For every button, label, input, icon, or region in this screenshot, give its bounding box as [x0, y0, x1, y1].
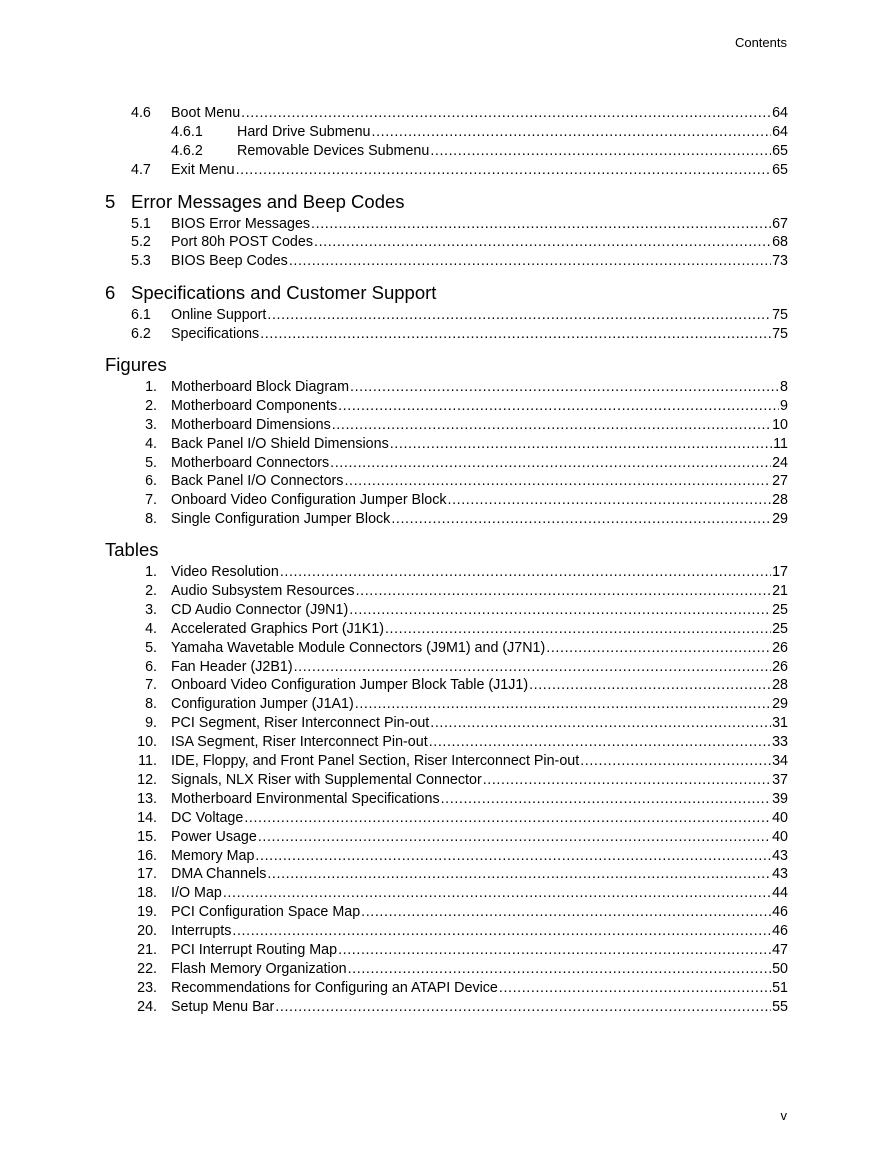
figure-entry — [105, 491, 788, 510]
entry-number: 23. — [137, 979, 157, 996]
entry-page-number: 34 — [772, 753, 788, 770]
entry-title: BIOS Beep Codes — [171, 253, 288, 270]
entry-number: 7. — [145, 677, 157, 694]
table-entry — [105, 865, 788, 884]
entry-number: 10. — [137, 734, 157, 751]
entry-number: 6.2 — [131, 326, 151, 343]
entry-page-number: 28 — [772, 677, 788, 694]
entry-number: 5. — [145, 639, 157, 656]
entry-page-number: 24 — [772, 454, 788, 471]
table-entry — [105, 714, 788, 733]
dot-leader — [355, 695, 771, 714]
entry-page-number: 9 — [780, 397, 788, 414]
entry-number: 24. — [137, 998, 157, 1015]
entry-page-number: 64 — [772, 123, 788, 140]
entry-page-number: 51 — [772, 979, 788, 996]
entry-page-number: 26 — [772, 658, 788, 675]
entry-page-number: 37 — [772, 771, 788, 788]
entry-title: Removable Devices Submenu — [237, 142, 430, 159]
entry-number: 14. — [137, 809, 157, 826]
entry-title: Motherboard Components — [171, 397, 338, 414]
entry-number: 4. — [145, 435, 157, 452]
table-entry — [105, 790, 788, 809]
figures-heading: Figures — [105, 354, 167, 376]
table-entry — [105, 828, 788, 847]
toc-entry — [105, 161, 788, 180]
entry-title: IDE, Floppy, and Front Panel Section, Riser Interconnect Pin-out — [171, 753, 580, 770]
dot-leader — [338, 941, 771, 960]
table-entry — [105, 771, 788, 790]
entry-page-number: 28 — [772, 492, 788, 509]
entry-title: Motherboard Dimensions — [171, 416, 331, 433]
entry-number: 22. — [137, 960, 157, 977]
entry-page-number: 65 — [772, 142, 788, 159]
list-of-figures — [105, 378, 788, 529]
page-number: v — [780, 1108, 787, 1123]
table-of-contents — [105, 104, 788, 1017]
entry-title: PCI Configuration Space Map — [171, 904, 361, 921]
table-entry — [105, 563, 788, 582]
entry-page-number: 21 — [772, 583, 788, 600]
dot-leader — [499, 979, 771, 998]
entry-number: 3. — [145, 601, 157, 618]
dot-leader — [580, 752, 771, 771]
entry-number: 5.3 — [131, 253, 151, 270]
entry-number: 2. — [145, 583, 157, 600]
dot-leader — [311, 215, 771, 234]
dot-leader — [223, 884, 771, 903]
toc-entry — [105, 306, 788, 325]
dot-leader — [314, 233, 771, 252]
entry-title: CD Audio Connector (J9N1) — [171, 601, 349, 618]
entry-number: 5.2 — [131, 234, 151, 251]
entry-title: Onboard Video Configuration Jumper Block — [171, 492, 447, 509]
table-entry — [105, 884, 788, 903]
entry-number: 11. — [138, 753, 157, 770]
entry-number: 21. — [137, 941, 157, 958]
entry-number: 4.6.1 — [171, 123, 203, 140]
figure-entry — [105, 416, 788, 435]
table-entry — [105, 903, 788, 922]
dot-leader — [349, 601, 771, 620]
entry-number: 18. — [137, 885, 157, 902]
entry-title: ISA Segment, Riser Interconnect Pin-out — [171, 734, 428, 751]
entry-title: PCI Segment, Riser Interconnect Pin-out — [171, 715, 430, 732]
entry-page-number: 29 — [772, 511, 788, 528]
entry-page-number: 46 — [772, 904, 788, 921]
dot-leader — [267, 865, 771, 884]
entry-title: Video Resolution — [171, 564, 279, 581]
entry-number: 5. — [145, 454, 157, 471]
table-entry — [105, 658, 788, 677]
entry-title: I/O Map — [171, 885, 222, 902]
entry-page-number: 75 — [772, 326, 788, 343]
entry-number: 15. — [137, 828, 157, 845]
table-entry — [105, 809, 788, 828]
entry-page-number: 44 — [772, 885, 788, 902]
chapter-heading — [105, 281, 788, 305]
table-entry — [105, 847, 788, 866]
entry-page-number: 47 — [772, 941, 788, 958]
entry-number: 17. — [137, 866, 157, 883]
entry-title: Boot Menu — [171, 105, 241, 121]
entry-page-number: 31 — [772, 715, 788, 732]
toc-entry — [105, 325, 788, 344]
entry-title: Specifications — [171, 326, 260, 343]
entry-number: 6. — [145, 658, 157, 675]
dot-leader — [350, 378, 779, 397]
entry-title: Online Support — [171, 307, 267, 324]
entry-title: Yamaha Wavetable Module Connectors (J9M1) and (J7N1) — [171, 639, 546, 656]
entry-page-number: 25 — [772, 620, 788, 637]
table-entry — [105, 922, 788, 941]
entry-title: Interrupts — [171, 923, 232, 940]
entry-number: 5.1 — [131, 215, 151, 232]
dot-leader — [236, 161, 772, 180]
table-entry — [105, 998, 788, 1017]
dot-leader — [255, 847, 771, 866]
entry-title: BIOS Error Messages — [171, 215, 311, 232]
dot-leader — [529, 676, 771, 695]
table-entry — [105, 620, 788, 639]
dot-leader — [244, 809, 771, 828]
entry-title: Flash Memory Organization — [171, 960, 347, 977]
entry-number: 1. — [145, 379, 157, 396]
dot-leader — [448, 491, 772, 510]
entry-number: 4.6 — [131, 105, 151, 121]
dot-leader — [280, 563, 771, 582]
entry-title: Power Usage — [171, 828, 257, 845]
entry-title: Hard Drive Submenu — [237, 123, 371, 140]
figure-entry — [105, 397, 788, 416]
entry-number: 3. — [145, 416, 157, 433]
figure-entry — [105, 510, 788, 529]
entry-number: 13. — [137, 790, 157, 807]
chapter-number: 6 — [105, 282, 116, 304]
table-entry — [105, 639, 788, 658]
list-of-tables — [105, 563, 788, 1016]
entry-page-number: 73 — [772, 253, 788, 270]
dot-leader — [430, 714, 771, 733]
toc-chapters — [105, 190, 788, 344]
dot-leader — [430, 142, 771, 161]
toc-entry — [105, 252, 788, 271]
table-entry — [105, 733, 788, 752]
toc-entry — [105, 123, 788, 142]
entry-number: 4.6.2 — [171, 142, 203, 159]
dot-leader — [483, 771, 771, 790]
entry-title: Single Configuration Jumper Block — [171, 511, 391, 528]
entry-page-number: 26 — [772, 639, 788, 656]
dot-leader — [294, 658, 772, 677]
toc-entry — [105, 142, 788, 161]
entry-page-number: 55 — [772, 998, 788, 1015]
entry-title: Audio Subsystem Resources — [171, 583, 355, 600]
table-entry — [105, 960, 788, 979]
table-entry — [105, 752, 788, 771]
entry-page-number: 46 — [772, 923, 788, 940]
entry-title: Motherboard Environmental Specifications — [171, 790, 440, 807]
dot-leader — [391, 510, 771, 529]
entry-title: Signals, NLX Riser with Supplemental Connector — [171, 771, 482, 788]
dot-leader — [260, 325, 771, 344]
table-entry — [105, 979, 788, 998]
dot-leader — [258, 828, 771, 847]
tables-heading: Tables — [105, 539, 159, 561]
entry-title: DMA Channels — [171, 866, 267, 883]
entry-page-number: 33 — [772, 734, 788, 751]
chapter-number: 5 — [105, 190, 116, 212]
entry-title: DC Voltage — [171, 809, 244, 826]
entry-page-number: 67 — [772, 215, 788, 232]
dot-leader — [348, 960, 771, 979]
dot-leader — [289, 252, 771, 271]
entry-page-number: 27 — [772, 473, 788, 490]
entry-number: 1. — [145, 564, 157, 581]
figure-entry — [105, 435, 788, 454]
dot-leader — [356, 582, 772, 601]
entry-title: Back Panel I/O Connectors — [171, 473, 344, 490]
entry-number: 6.1 — [131, 307, 151, 324]
entry-number: 4.7 — [131, 161, 151, 178]
dot-leader — [372, 123, 772, 142]
table-entry — [105, 941, 788, 960]
entry-title: PCI Interrupt Routing Map — [171, 941, 338, 958]
toc-entry — [105, 233, 788, 252]
entry-page-number: 11 — [773, 435, 788, 452]
dot-leader — [275, 998, 771, 1017]
entry-number: 6. — [145, 473, 157, 490]
entry-title: Configuration Jumper (J1A1) — [171, 696, 354, 713]
entry-number: 16. — [137, 847, 157, 864]
entry-number: 2. — [145, 397, 157, 414]
dot-leader — [390, 435, 772, 454]
dot-leader — [546, 639, 771, 658]
dot-leader — [267, 306, 771, 325]
entry-page-number: 43 — [772, 847, 788, 864]
dot-leader — [441, 790, 771, 809]
entry-page-number: 25 — [772, 601, 788, 618]
entry-title: Exit Menu — [171, 161, 235, 178]
dot-leader — [385, 620, 771, 639]
table-entry — [105, 601, 788, 620]
dot-leader — [361, 903, 771, 922]
figure-entry — [105, 472, 788, 491]
toc-entry — [105, 104, 788, 123]
dot-leader — [429, 733, 771, 752]
entry-title: Recommendations for Configuring an ATAPI Device — [171, 979, 498, 996]
table-entry — [105, 676, 788, 695]
dot-leader — [241, 104, 771, 123]
chapter-title: Error Messages and Beep Codes — [131, 190, 405, 212]
entry-title: Back Panel I/O Shield Dimensions — [171, 435, 389, 452]
dot-leader — [330, 454, 771, 473]
entry-page-number: 68 — [772, 234, 788, 251]
entry-page-number: 64 — [772, 105, 788, 121]
chapter-heading — [105, 190, 788, 214]
table-entry — [105, 695, 788, 714]
dot-leader — [332, 416, 771, 435]
entry-number: 20. — [137, 923, 157, 940]
dot-leader — [344, 472, 771, 491]
entry-number: 19. — [137, 904, 157, 921]
entry-page-number: 29 — [772, 696, 788, 713]
entry-page-number: 50 — [772, 960, 788, 977]
entry-page-number: 10 — [772, 416, 788, 433]
entry-page-number: 43 — [772, 866, 788, 883]
entry-number: 12. — [137, 771, 157, 788]
entry-title: Motherboard Connectors — [171, 454, 330, 471]
entry-number: 4. — [145, 620, 157, 637]
running-head: Contents — [734, 35, 787, 50]
dot-leader — [232, 922, 771, 941]
entry-number: 7. — [145, 492, 157, 509]
figure-entry — [105, 454, 788, 473]
entry-page-number: 75 — [772, 307, 788, 324]
entry-title: Port 80h POST Codes — [171, 234, 313, 251]
entry-page-number: 17 — [772, 564, 788, 581]
entry-page-number: 65 — [772, 161, 788, 178]
entry-page-number: 8 — [780, 379, 788, 396]
entry-number: 8. — [145, 511, 157, 528]
dot-leader — [338, 397, 779, 416]
figure-entry — [105, 378, 788, 397]
entry-page-number: 40 — [772, 828, 788, 845]
entry-number: 9. — [145, 715, 157, 732]
entry-title: Motherboard Block Diagram — [171, 379, 349, 396]
entry-page-number: 40 — [772, 809, 788, 826]
toc-continued-entries — [105, 104, 788, 180]
entry-number: 8. — [145, 696, 157, 713]
entry-title: Accelerated Graphics Port (J1K1) — [171, 620, 384, 637]
entry-title: Fan Header (J2B1) — [171, 658, 293, 675]
toc-entry — [105, 215, 788, 234]
entry-title: Onboard Video Configuration Jumper Block Table (J1J1) — [171, 677, 529, 694]
table-entry — [105, 582, 788, 601]
chapter-title: Specifications and Customer Support — [131, 282, 437, 304]
entry-title: Memory Map — [171, 847, 255, 864]
entry-page-number: 39 — [772, 790, 788, 807]
entry-title: Setup Menu Bar — [171, 998, 275, 1015]
